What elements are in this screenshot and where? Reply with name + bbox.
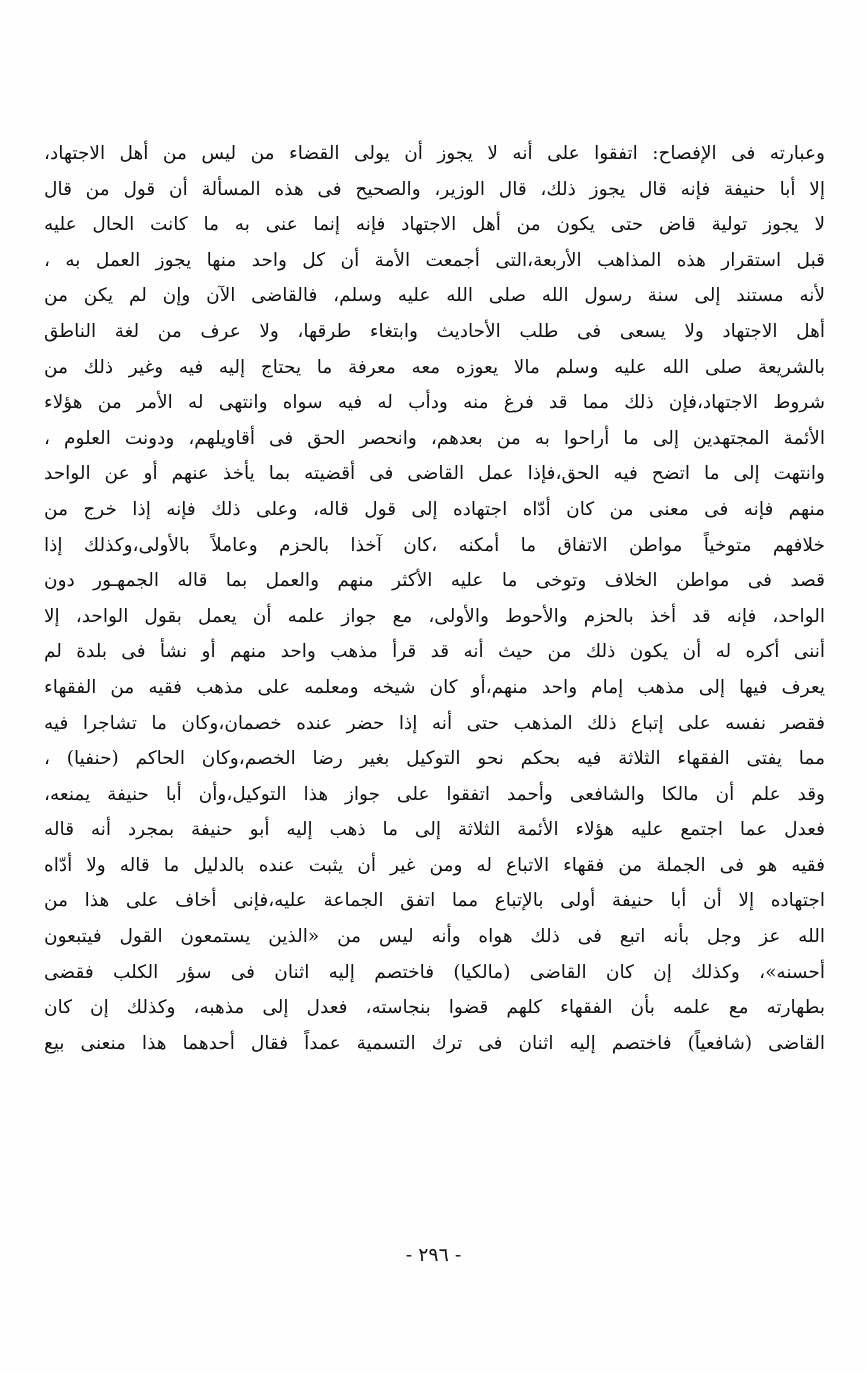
text-line: وعبارته فى الإفصاح: اتفقوا على أنه لا يجوز أن يولى القضاء من ليس من أهل الاجتهاد،: [44, 143, 825, 164]
text-line: الأئمة المجتهدين إلى ما أراحوا به من بعدهم، وانحصر الحق فى أقاويلهم، ودونت العلوم ،: [44, 427, 825, 449]
text-line: قصد فى مواطن الخلاف وتوخى ما عليه الأكثر منهم والعمل بما قاله الجمهـور دون: [44, 570, 825, 592]
body-text: [44, 136, 825, 1061]
text-line: لأنه مستند إلى سنة رسول الله صلى الله عليه وسلم، فالقاضى الآن وإن لم يكن من: [44, 285, 825, 307]
text-line: القاضى (شافعياً) فاختصم إليه اثنان فى ترك التسمية عمداً فقال أحدهما هذا منعنى بيع: [44, 1032, 825, 1054]
text-line: فعدل عما اجتمع عليه هؤلاء الأئمة الثلاثة إلى ما ذهب إليه أبو حنيفة بمجرد أنه قاله: [44, 819, 825, 841]
text-line: فقصر نفسه على إتباع ذلك المذهب حتى أنه إذا حضر عنده خصمان،وكان ما تشاجرا فيه: [44, 712, 825, 734]
text-line: وقد علم أن مالكا والشافعى وأحمد اتفقوا على جواز هذا التوكيل،وأن أبا حنيفة يمنعه،: [44, 783, 825, 805]
text-line: أحسنه»، وكذلك إن كان القاضى (مالكيا) فاختصم إليه اثنان فى سؤر الكلب فقضى: [44, 961, 825, 983]
text-line: الله عز وجل بأنه اتبع فى ذلك هواه وأنه ليس من «الذين يستمعون القول فيتبعون: [44, 926, 825, 948]
text-line: أهل الاجتهاد ولا يسعى فى طلب الأحاديث وابتغاء طرقها، ولا عرف من لغة الناطق: [44, 320, 825, 342]
text-line: أننى أكره له أن يكون ذلك من حيث أنه قد قرأ مذهب واحد منهم أو نشأ فى بلدة لم: [44, 641, 825, 663]
text-line: خلافهم متوخياً مواطن الاتفاق ما أمكنه ،كان آخذا بالحزم وعاملاً بالأولى،وكذلك إذا: [44, 534, 825, 556]
text-line: الواحد، فإنه قد أخذ بالحزم والأحوط والأولى، مع جواز علمه أن يعمل بقول الواحد، إلا: [44, 605, 825, 627]
text-line: فقيه هو فى الجملة من فقهاء الاتباع له ومن غير أن يثبت عنده بالدليل ما قاله ولا أدّاه: [44, 854, 825, 876]
text-line: اجتهاده إلا أن أبا حنيفة أولى بالإتباع مما اتفق الجماعة عليه،فإنى أخاف على هذا من: [44, 890, 825, 912]
text-line: إلا أبا حنيفة فإنه قال يجوز ذلك، قال الوزير، والصحيح فى هذه المسألة أن قول من قال: [44, 178, 825, 200]
text-line: منهم فإنه فى معنى من كان أدّاه اجتهاده إلى قول قاله، وعلى ذلك فإنه إذا خرج من: [44, 498, 825, 520]
text-line: شروط الاجتهاد،فإن ذلك مما قد فرغ منه ودأب له فيه سواه وانتهى له الأمر من هؤلاء: [44, 392, 825, 414]
text-line: قبل استقرار هذه المذاهب الأربعة،التى أجمعت الأمة أن كل واحد منها يجوز العمل به ،: [44, 249, 825, 271]
text-line: يعرف فيها إلى مذهب إمام واحد منهم،أو كان شيخه ومعلمه على مذهب فقيه من الفقهاء: [44, 676, 825, 698]
text-line: لا يجوز تولية قاض حتى يكون من أهل الاجتهاد فإنه إنما عنى به ما كانت الحال عليه: [44, 214, 825, 236]
page-number: - ٢٩٦ -: [405, 1244, 462, 1266]
text-line: بالشريعة صلى الله عليه وسلم مالا يعوزه معه معرفة ما يحتاج إليه فيه وغير ذلك من: [44, 356, 825, 378]
text-line: وانتهت إلى ما اتضح فيه الحق،فإذا عمل القاضى فى أقضيته بما يأخذ عنهم أو عن الواحد: [44, 463, 825, 485]
text-line: بطهارته مع علمه بأن الفقهاء كلهم قضوا بنجاسته، فعدل إلى مذهبه، وكذلك إن كان: [44, 997, 825, 1019]
text-line: مما يفتى الفقهاء الثلاثة فيه بحكم نحو التوكيل بغير رضا الخصم،وكان الحاكم (حنفيا) ،: [44, 748, 825, 770]
